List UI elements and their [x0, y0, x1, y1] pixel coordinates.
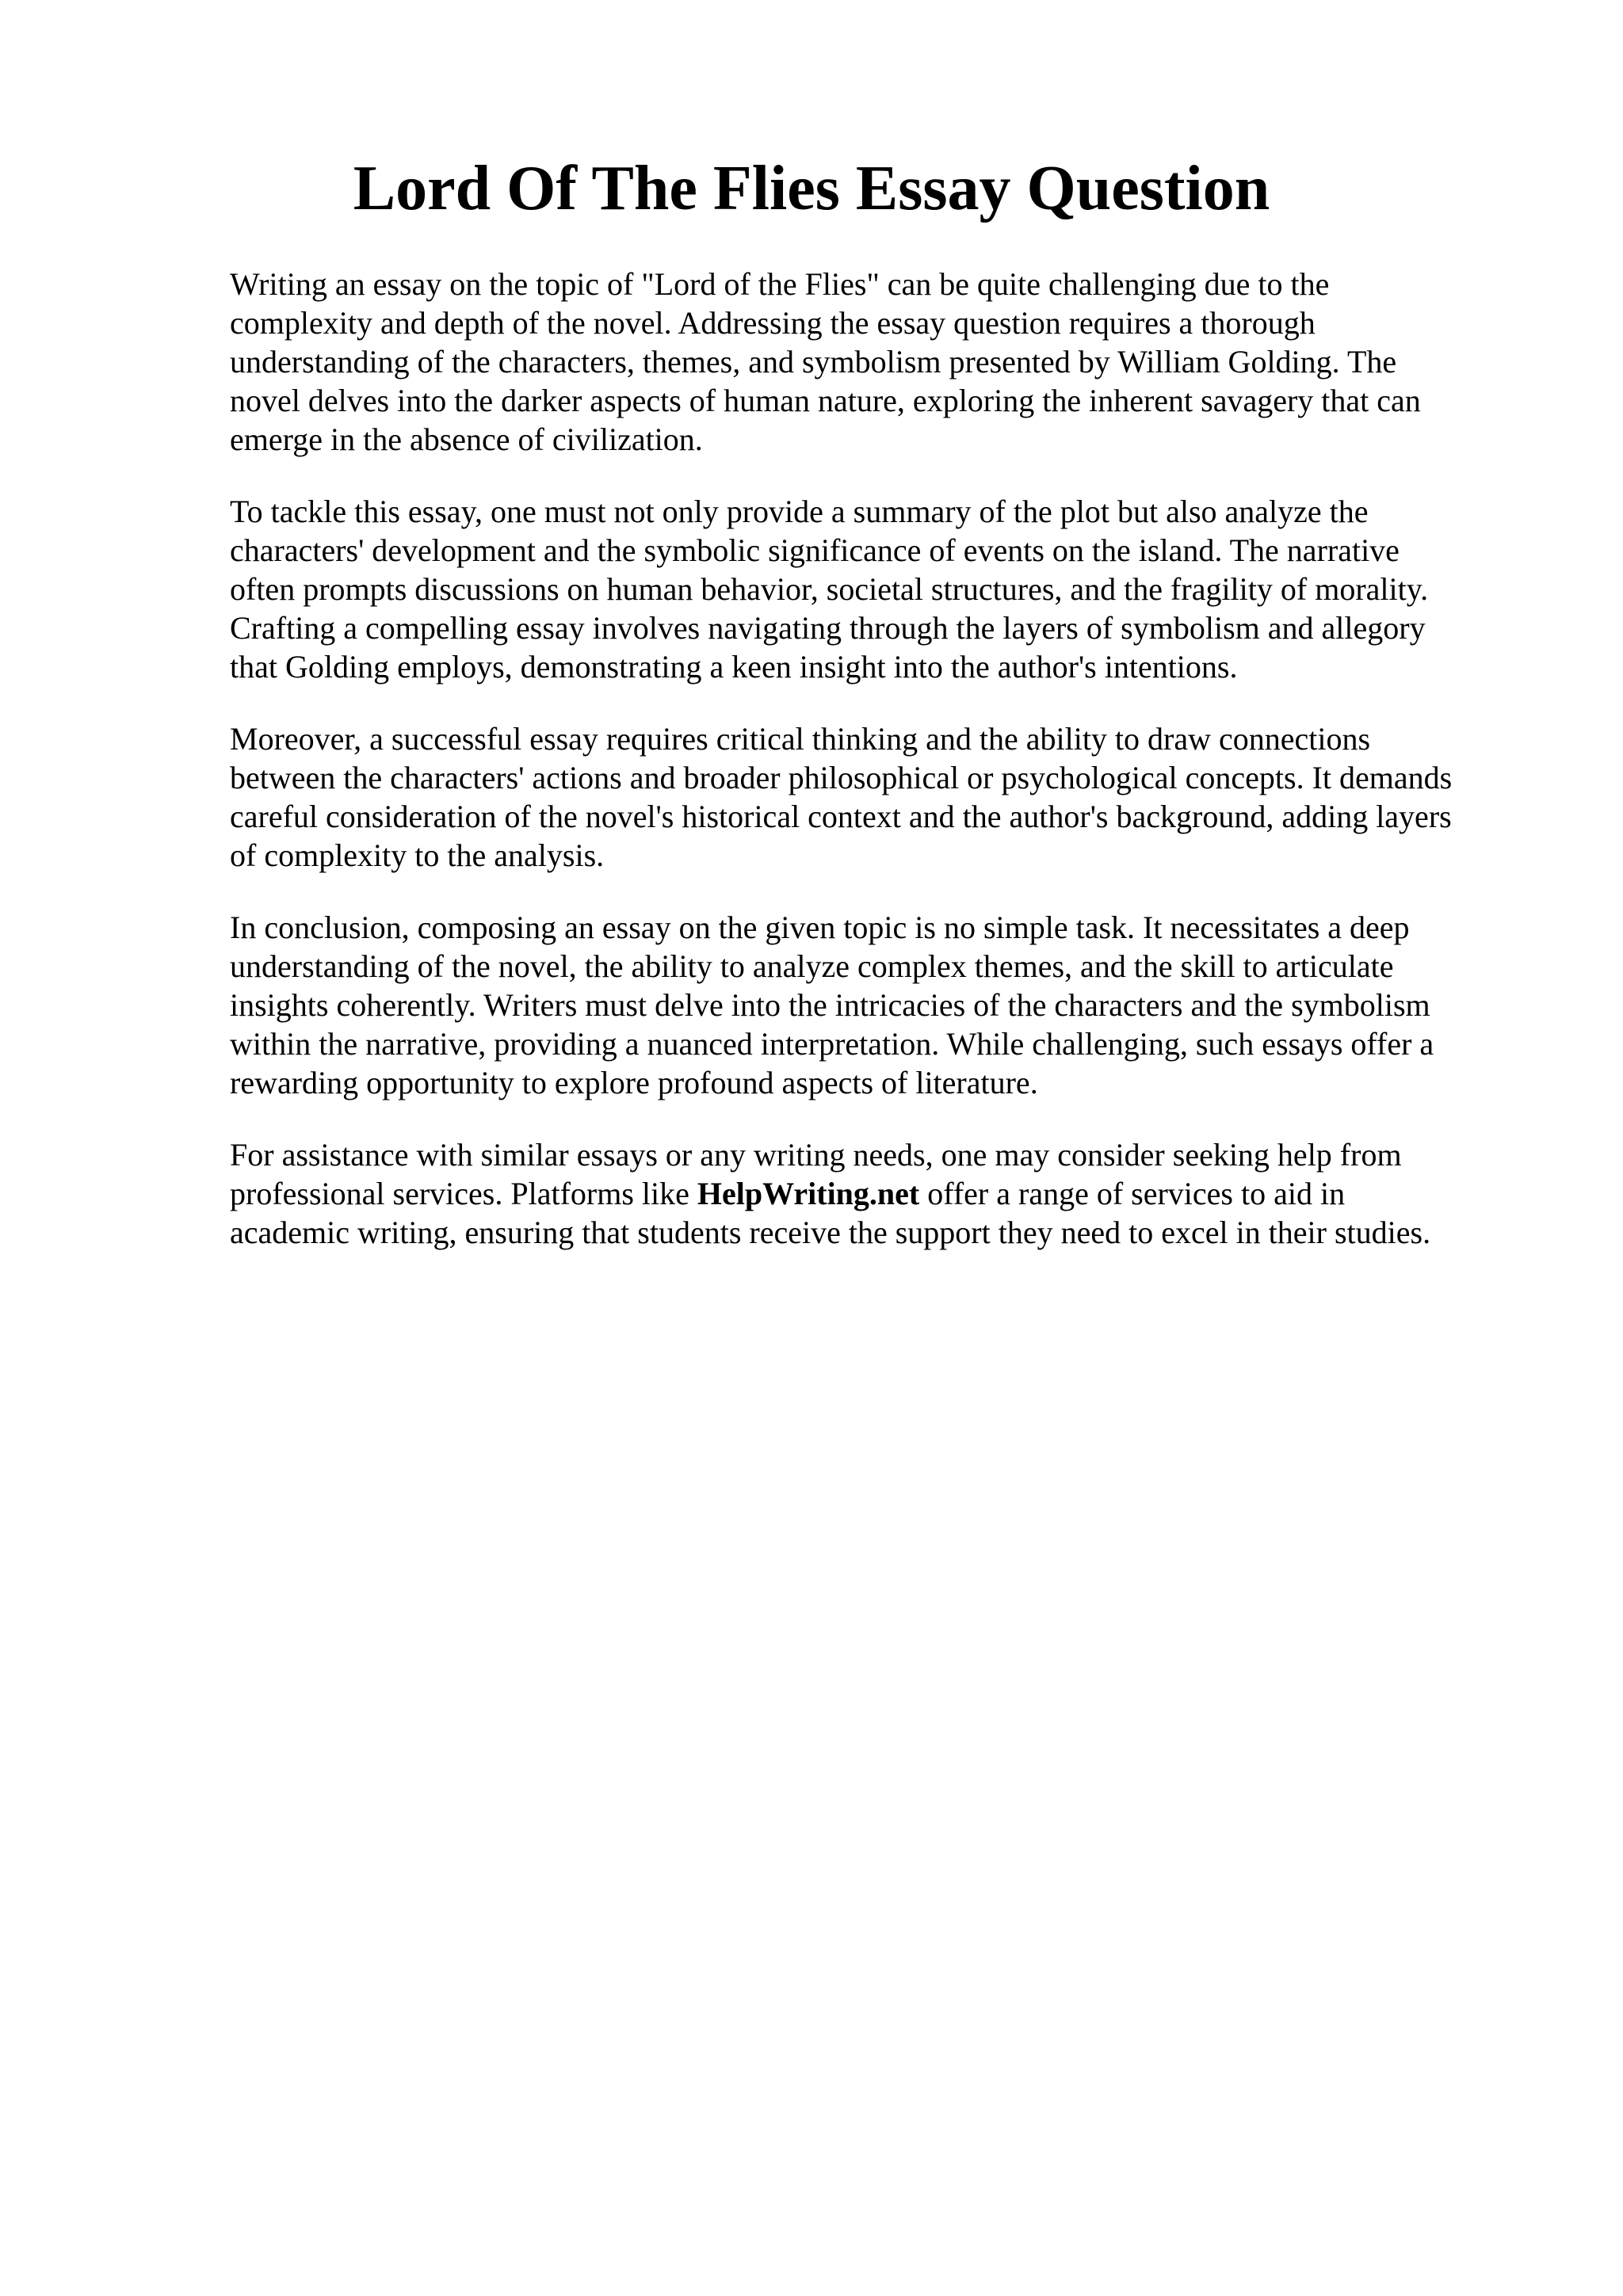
paragraph-3	[230, 719, 1498, 875]
text-fragment: professional services. Platforms like	[230, 1176, 697, 1211]
text-line: often prompts discussions on human behavior, societal structures, and the fragility of morality.	[230, 571, 1429, 607]
text-line: emerge in the absence of civilization.	[230, 421, 703, 457]
essay-body	[230, 265, 1498, 1285]
text-line: In conclusion, composing an essay on the given topic is no simple task. It necessitates a deep	[230, 910, 1410, 945]
page-title: Lord Of The Flies Essay Question	[353, 154, 1270, 223]
text-line	[230, 1174, 1498, 1213]
paragraph-4	[230, 908, 1498, 1102]
text-line: characters' development and the symbolic significance of events on the island. The narrative	[230, 532, 1400, 568]
paragraph-1	[230, 265, 1498, 459]
text-line: Crafting a compelling essay involves navigating through the layers of symbolism and allegory	[230, 610, 1426, 646]
text-line: academic writing, ensuring that students receive the support they need to excel in their studies.	[230, 1215, 1431, 1250]
text-line: rewarding opportunity to explore profound aspects of literature.	[230, 1065, 1038, 1100]
text-line: To tackle this essay, one must not only provide a summary of the plot but also analyze the	[230, 494, 1369, 529]
text-line: novel delves into the darker aspects of human nature, exploring the inherent savagery that can	[230, 383, 1421, 418]
text-line: insights coherently. Writers must delve into the intricacies of the characters and the symbolism	[230, 987, 1430, 1023]
helpwriting-link[interactable]: HelpWriting.net	[697, 1176, 920, 1211]
text-line: Moreover, a successful essay requires critical thinking and the ability to draw connections	[230, 721, 1371, 757]
text-line: that Golding employs, demonstrating a keen insight into the author's intentions.	[230, 649, 1238, 685]
text-line: Writing an essay on the topic of "Lord of the Flies" can be quite challenging due to the	[230, 266, 1330, 302]
paragraph-closing	[230, 1135, 1498, 1252]
text-line: careful consideration of the novel's historical context and the author's background, adding layers	[230, 799, 1452, 834]
text-fragment: offer a range of services to aid in	[919, 1176, 1346, 1211]
text-line: within the narrative, providing a nuanced interpretation. While challenging, such essays offer a	[230, 1026, 1434, 1062]
text-line: For assistance with similar essays or any writing needs, one may consider seeking help from	[230, 1137, 1402, 1173]
paragraph-2	[230, 492, 1498, 686]
text-line: between the characters' actions and broader philosophical or psychological concepts. It demands	[230, 760, 1453, 795]
text-line: of complexity to the analysis.	[230, 837, 605, 873]
text-line: understanding of the characters, themes, and symbolism presented by William Golding. The	[230, 344, 1397, 379]
text-line: complexity and depth of the novel. Addressing the essay question requires a thorough	[230, 305, 1316, 341]
text-line: understanding of the novel, the ability to analyze complex themes, and the skill to articulate	[230, 948, 1394, 984]
